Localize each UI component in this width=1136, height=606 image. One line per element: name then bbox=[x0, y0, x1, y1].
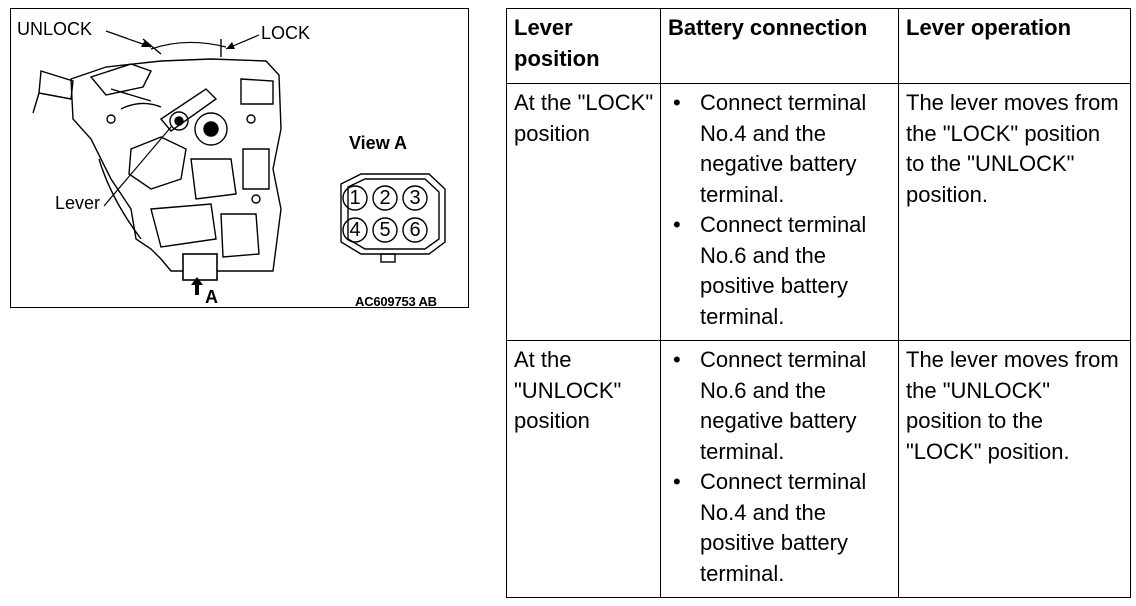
table-row bbox=[507, 341, 1131, 598]
connector-pin: 4 bbox=[349, 219, 361, 241]
cell-battery-connection bbox=[661, 341, 899, 598]
lever-label: Lever bbox=[55, 193, 101, 213]
connection-step: • Connect terminal No.4 and the negative battery terminal. bbox=[700, 88, 892, 210]
cell-lever-position bbox=[507, 84, 661, 341]
header-battery-connection: Battery connection bbox=[661, 9, 899, 84]
connection-step: • Connect terminal No.6 and the positive battery terminal. bbox=[700, 210, 892, 332]
unlock-label: UNLOCK bbox=[17, 19, 93, 39]
lever-operation-text: The lever moves from the "UNLOCK" position to the "LOCK" position. bbox=[906, 347, 1119, 464]
lock-label: LOCK bbox=[261, 23, 311, 43]
lever-position-text: At the "UNLOCK" position bbox=[514, 347, 622, 433]
header-lever-position: Lever position bbox=[507, 9, 661, 84]
connector-pin: 5 bbox=[379, 219, 391, 241]
connection-list bbox=[668, 345, 892, 589]
table-header-row bbox=[507, 9, 1131, 84]
cell-lever-position bbox=[507, 341, 661, 598]
procedure-table bbox=[506, 8, 1131, 598]
connector-pin: 1 bbox=[349, 187, 361, 209]
connector-pin: 3 bbox=[409, 187, 421, 209]
cell-lever-operation bbox=[899, 341, 1131, 598]
connection-step: • Connect terminal No.6 and the negative battery terminal. bbox=[700, 345, 892, 467]
connection-step: • Connect terminal No.4 and the positive battery terminal. bbox=[700, 467, 892, 589]
lever-operation-text: The lever moves from the "LOCK" position to the "UNLOCK" position. bbox=[906, 90, 1119, 207]
connector-pin: 6 bbox=[409, 219, 421, 241]
figure-code: AC609753 AB bbox=[355, 294, 437, 309]
cell-lever-operation bbox=[899, 84, 1131, 341]
connection-list bbox=[668, 88, 892, 332]
connector-pin: 2 bbox=[379, 187, 391, 209]
arrow-a-label: A bbox=[205, 287, 218, 307]
header-lever-operation: Lever operation bbox=[899, 9, 1131, 84]
table-row bbox=[507, 84, 1131, 341]
lever-position-text: At the "LOCK" position bbox=[514, 90, 654, 146]
cell-battery-connection bbox=[661, 84, 899, 341]
view-a-label: View A bbox=[349, 133, 408, 153]
actuator-figure bbox=[10, 8, 469, 308]
actuator-drawing bbox=[11, 9, 470, 309]
